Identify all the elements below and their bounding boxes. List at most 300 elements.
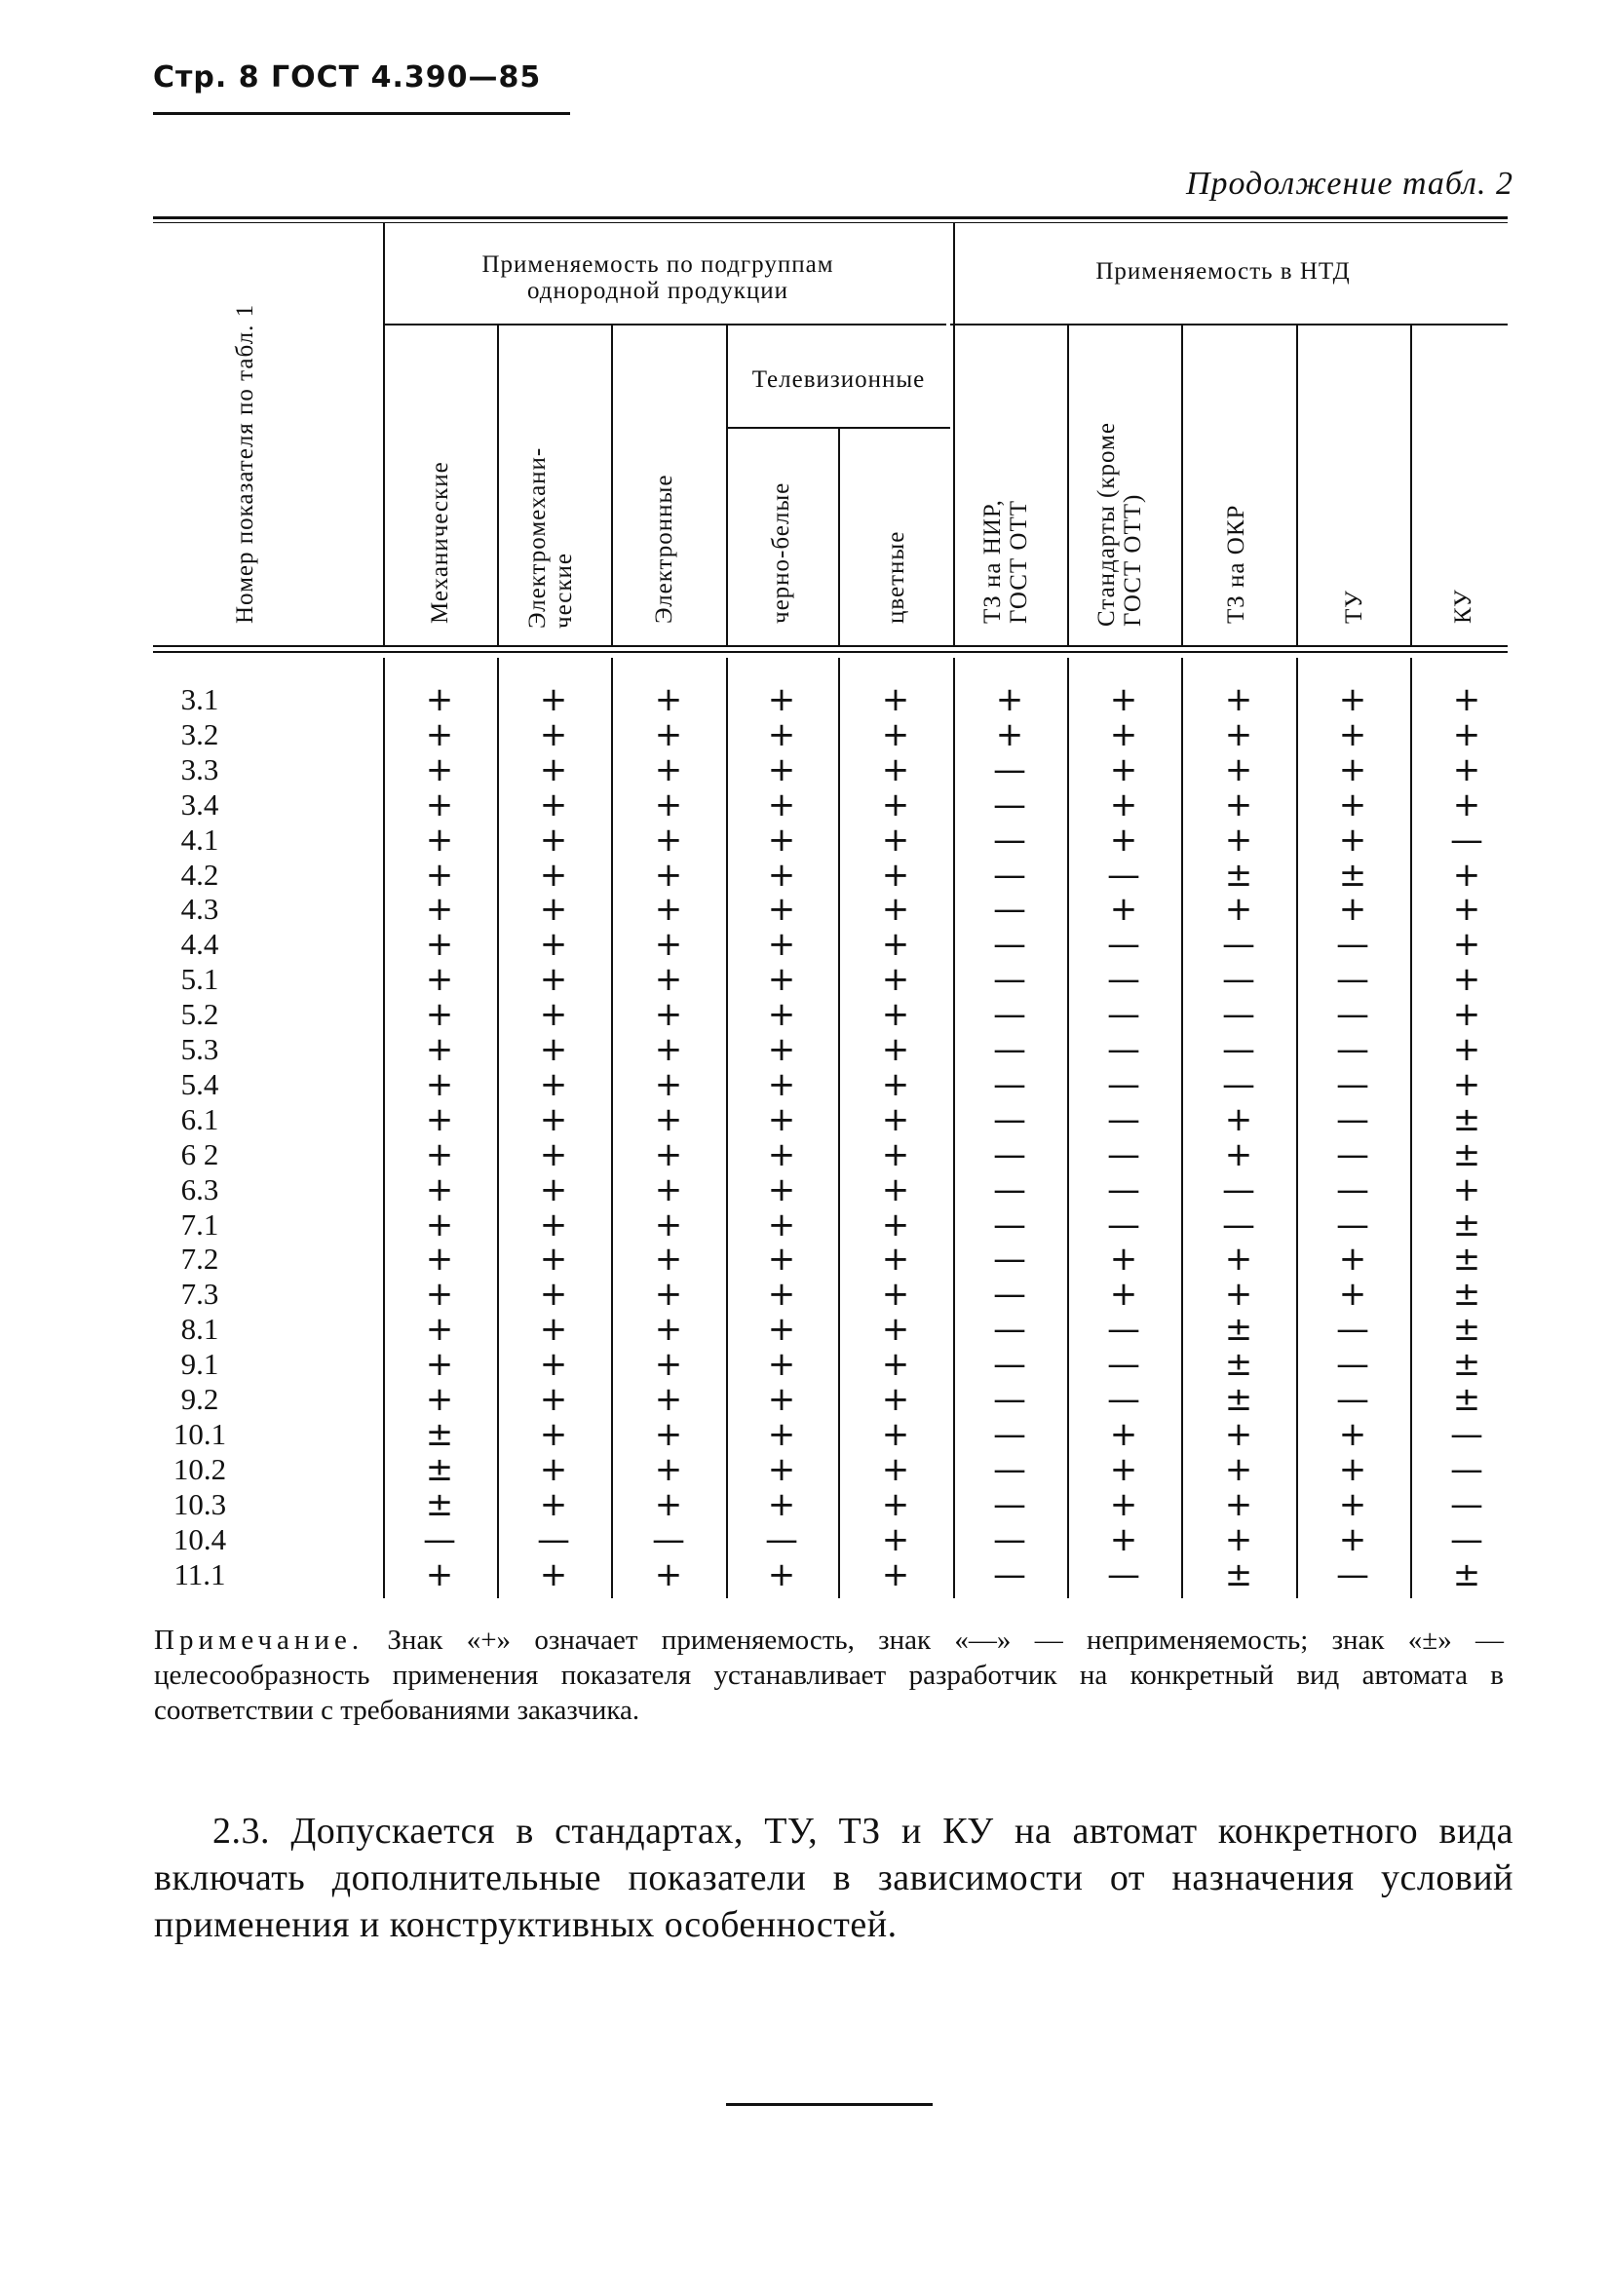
table-cell: + (1109, 1450, 1138, 1489)
table-cell: — (1336, 1310, 1369, 1349)
table-cell: + (425, 925, 454, 964)
table-cell: + (767, 1170, 796, 1209)
table-cell: + (767, 1450, 796, 1489)
table-cell: + (654, 1100, 683, 1139)
vline-b-1 (497, 658, 499, 1598)
row-number: 5.1 (180, 962, 219, 996)
row-number: 11.1 (173, 1557, 226, 1591)
table-cell: — (1107, 960, 1140, 999)
table-cell: + (425, 1170, 454, 1209)
table-cell: — (993, 1345, 1026, 1384)
table-cell: + (539, 1065, 568, 1104)
table-cell: + (539, 925, 568, 964)
table-cell: — (1222, 1065, 1255, 1104)
table-top-rule-2 (153, 222, 1508, 223)
table-cell: — (1222, 995, 1255, 1034)
table-cell: + (425, 680, 454, 719)
table-cell: + (1338, 1275, 1367, 1314)
table-cell: + (425, 890, 454, 929)
table-cell: + (767, 750, 796, 789)
table-cell: + (767, 890, 796, 929)
table-cell: — (993, 1170, 1026, 1209)
table-cell: — (1107, 1030, 1140, 1069)
table-cell: + (881, 1555, 910, 1594)
row-number: 5.2 (180, 997, 219, 1031)
table-cell: — (423, 1520, 456, 1559)
table-cell: + (654, 750, 683, 789)
col-header-electromechanical-l2: ческие (551, 552, 577, 629)
row-number: 10.4 (172, 1522, 227, 1556)
table-cell: — (1336, 1135, 1369, 1174)
row-number: 9.2 (180, 1382, 219, 1416)
table-cell: ± (1338, 856, 1367, 895)
col-header-standards-l1: Стандарты (кроме (1093, 422, 1120, 627)
table-cell: + (767, 1135, 796, 1174)
table-cell: + (881, 1275, 910, 1314)
table-cell: + (1224, 1485, 1253, 1524)
row-number: 8.1 (180, 1312, 219, 1346)
table-cell: — (1336, 960, 1369, 999)
table-cell: — (1107, 1100, 1140, 1139)
table-cell: + (1338, 680, 1367, 719)
table-cell: + (1224, 1520, 1253, 1559)
note-text: Знак «+» означает применяемость, знак «—» — неприменяемость; знак «±» — целесообразность применения показателя устанавливает разработчик на конкретный вид автомата в соответствии с требованиями заказчика. (154, 1625, 1504, 1726)
table-top-rule (153, 216, 1508, 219)
table-cell: + (767, 1345, 796, 1384)
table-cell: — (1107, 1170, 1140, 1209)
table-cell: — (993, 1240, 1026, 1279)
table-cell: + (767, 1240, 796, 1279)
table-cell: — (993, 995, 1026, 1034)
table-cell: ± (1452, 1205, 1481, 1244)
table-cell: — (1107, 925, 1140, 964)
table-cell: + (1224, 785, 1253, 824)
table-cell: — (993, 785, 1026, 824)
table-cell: + (539, 995, 568, 1034)
table-cell: + (425, 1030, 454, 1069)
table-cell: + (654, 856, 683, 895)
table-cell: + (881, 960, 910, 999)
table-cell: ± (1452, 1310, 1481, 1349)
table-cell: — (993, 750, 1026, 789)
table-cell: — (1107, 1380, 1140, 1419)
table-cell: + (654, 715, 683, 754)
vline-h-2 (611, 325, 613, 645)
row-number: 10.3 (172, 1487, 227, 1521)
table-cell: + (1109, 1415, 1138, 1454)
table-cell: — (993, 1205, 1026, 1244)
table-cell: + (767, 1205, 796, 1244)
table-cell: ± (1224, 1380, 1253, 1419)
table-cell: — (993, 856, 1026, 895)
col-header-tz-nir-l2: ГОСТ ОТТ (1006, 500, 1032, 624)
row-number: 5.4 (180, 1067, 219, 1101)
table-cell: + (1338, 1520, 1367, 1559)
table-cell: + (1224, 750, 1253, 789)
table-cell: + (654, 1345, 683, 1384)
group2-underline (950, 324, 1508, 325)
table-cell: — (1336, 1065, 1369, 1104)
table-cell: — (1336, 1030, 1369, 1069)
table-cell: + (1224, 821, 1253, 860)
table-cell: + (767, 785, 796, 824)
table-cell: + (881, 1065, 910, 1104)
table-cell: + (881, 1205, 910, 1244)
table-cell: ± (1452, 1240, 1481, 1279)
table-cell: ± (1224, 1555, 1253, 1594)
table-cell: + (995, 715, 1024, 754)
table-cell: + (654, 890, 683, 929)
table-cell: + (881, 925, 910, 964)
table-cell: + (881, 715, 910, 754)
table-cell: — (1107, 856, 1140, 895)
table-cell: + (539, 1415, 568, 1454)
row-number: 6.3 (180, 1172, 219, 1206)
table-cell: — (1450, 1415, 1483, 1454)
table-cell: + (539, 1450, 568, 1489)
table-cell: + (539, 715, 568, 754)
table-cell: + (1109, 1520, 1138, 1559)
table-cell: + (1109, 715, 1138, 754)
table-cell: — (993, 890, 1026, 929)
table-cell: + (1109, 785, 1138, 824)
table-cell: + (767, 1275, 796, 1314)
table-cell: + (1452, 890, 1481, 929)
table-cell: + (654, 1135, 683, 1174)
table-cell: — (993, 960, 1026, 999)
vline-h-8 (1296, 325, 1298, 645)
vline-h-4 (838, 429, 840, 645)
row-number: 4.1 (180, 823, 219, 857)
table-cell: — (1222, 1170, 1255, 1209)
row-number: 3.1 (180, 682, 219, 716)
table-cell: + (767, 1030, 796, 1069)
table-cell: + (654, 785, 683, 824)
table-cell: + (881, 1450, 910, 1489)
table-cell: + (881, 750, 910, 789)
table-cell: + (539, 1275, 568, 1314)
table-cell: + (1452, 1170, 1481, 1209)
row-number: 4.2 (180, 858, 219, 892)
table-cell: — (993, 925, 1026, 964)
table-cell: + (539, 680, 568, 719)
col-header-tu: ТУ (1341, 590, 1367, 624)
table-cell: + (1452, 856, 1481, 895)
table-cell: — (1107, 1205, 1140, 1244)
table-cell: + (881, 856, 910, 895)
table-cell: + (767, 1555, 796, 1594)
table-cell: + (1109, 890, 1138, 929)
table-cell: + (425, 1065, 454, 1104)
table-cell: + (539, 1345, 568, 1384)
table-cell: + (654, 1240, 683, 1279)
vline-b-5 (953, 658, 955, 1598)
table-cell: + (539, 821, 568, 860)
table-cell: — (1450, 1520, 1483, 1559)
group1-header: Применяемость по подгруппам однородной продукции (481, 251, 834, 304)
row-number: 3.4 (180, 787, 219, 822)
table-cell: + (767, 1310, 796, 1349)
row-number: 3.2 (180, 717, 219, 751)
table-cell: + (881, 1170, 910, 1209)
table-cell: + (881, 1135, 910, 1174)
table-cell: + (1452, 750, 1481, 789)
table-cell: + (1338, 821, 1367, 860)
table-cell: + (767, 1100, 796, 1139)
table-cell: ± (1452, 1345, 1481, 1384)
table-cell: + (425, 856, 454, 895)
row-number: 6 2 (180, 1137, 219, 1171)
table-cell: + (539, 750, 568, 789)
header-bottom-rule (153, 645, 1508, 647)
note-lead: Примечание. (154, 1625, 364, 1656)
table-cell: + (1338, 1485, 1367, 1524)
table-cell: — (1336, 1170, 1369, 1209)
table-cell: + (1338, 715, 1367, 754)
table-cell: — (1336, 1205, 1369, 1244)
table-cell: + (1109, 1240, 1138, 1279)
table-cell: + (539, 890, 568, 929)
col-header-color: цветные (883, 530, 909, 624)
table-cell: + (654, 1310, 683, 1349)
table-cell: + (425, 1135, 454, 1174)
table-cell: + (1338, 750, 1367, 789)
table-cell: + (654, 1380, 683, 1419)
table-cell: + (881, 680, 910, 719)
table-cell: + (539, 1240, 568, 1279)
table-cell: + (539, 1030, 568, 1069)
table-cell: + (654, 960, 683, 999)
table-cell: + (767, 1380, 796, 1419)
row-number: 7.2 (180, 1242, 219, 1276)
tv-header: Телевизионные (751, 366, 926, 393)
col-header-mechanical: Механические (427, 461, 453, 624)
table-cell: — (1107, 1135, 1140, 1174)
row-number: 7.3 (180, 1277, 219, 1311)
table-cell: + (654, 1065, 683, 1104)
table-cell: ± (1224, 856, 1253, 895)
vline-b-8 (1296, 658, 1298, 1598)
table-cell: + (425, 1310, 454, 1349)
table-cell: + (881, 1100, 910, 1139)
col-header-tz-okr: ТЗ на ОКР (1223, 504, 1249, 624)
vline-h-0 (383, 223, 385, 645)
table-cell: — (1336, 925, 1369, 964)
table-cell: ± (425, 1415, 454, 1454)
continuation-label: Продолжение табл. 2 (1185, 166, 1513, 202)
table-cell: — (993, 1520, 1026, 1559)
vline-b-0 (383, 658, 385, 1598)
table-cell: + (1224, 715, 1253, 754)
table-cell: + (1224, 1275, 1253, 1314)
table-cell: — (1336, 1345, 1369, 1384)
table-cell: ± (1452, 1135, 1481, 1174)
table-cell: — (1336, 995, 1369, 1034)
table-cell: + (767, 1485, 796, 1524)
table-cell: + (425, 715, 454, 754)
table-cell: — (993, 1380, 1026, 1419)
table-cell: + (654, 995, 683, 1034)
table-cell: — (765, 1520, 798, 1559)
table-cell: + (1338, 1415, 1367, 1454)
table-cell: + (1338, 1240, 1367, 1279)
table-cell: + (881, 821, 910, 860)
group2-header: Применяемость в НТД (1095, 258, 1351, 285)
vline-b-9 (1410, 658, 1412, 1598)
table-cell: — (1107, 1555, 1140, 1594)
table-cell: — (993, 1415, 1026, 1454)
table-cell: + (539, 1205, 568, 1244)
table-cell: + (1224, 1450, 1253, 1489)
table-cell: ± (1452, 1380, 1481, 1419)
table-cell: — (993, 1485, 1026, 1524)
col-header-standards-l2: ГОСТ ОТТ) (1120, 493, 1146, 627)
table-cell: + (425, 1345, 454, 1384)
table-cell: — (1450, 1450, 1483, 1489)
row-number: 5.3 (180, 1032, 219, 1066)
table-cell: — (1450, 1485, 1483, 1524)
table-cell: + (881, 1520, 910, 1559)
paragraph-2-3 (154, 1808, 1513, 1948)
table-cell: ± (1224, 1310, 1253, 1349)
table-cell: ± (1452, 1275, 1481, 1314)
table-cell: + (654, 925, 683, 964)
table-cell: + (1452, 995, 1481, 1034)
table-cell: + (1452, 1030, 1481, 1069)
table-cell: + (767, 715, 796, 754)
table-cell: + (1109, 1485, 1138, 1524)
table-cell: — (1222, 1030, 1255, 1069)
table-cell: + (654, 1205, 683, 1244)
table-cell: + (881, 1345, 910, 1384)
vline-b-4 (838, 658, 840, 1598)
table-cell: + (1224, 1100, 1253, 1139)
table-cell: + (881, 1380, 910, 1419)
table-cell: — (1107, 1310, 1140, 1349)
col-header-electromechanical (524, 395, 577, 629)
table-cell: + (881, 1485, 910, 1524)
table-cell: + (539, 856, 568, 895)
table-cell: + (1338, 785, 1367, 824)
table-cell: — (1222, 925, 1255, 964)
vline-h-5 (953, 223, 955, 645)
table-cell: + (425, 750, 454, 789)
table-cell: — (1336, 1555, 1369, 1594)
table-cell: + (654, 1170, 683, 1209)
row-number: 7.1 (180, 1207, 219, 1242)
vline-b-6 (1067, 658, 1069, 1598)
table-cell: — (993, 1065, 1026, 1104)
table-cell: + (425, 960, 454, 999)
table-cell: + (425, 1275, 454, 1314)
table-cell: + (539, 1485, 568, 1524)
page-header: Стр. 8 ГОСТ 4.390—85 (153, 60, 542, 95)
table-cell: + (1452, 1065, 1481, 1104)
table-cell: + (539, 1135, 568, 1174)
table-cell: + (425, 1240, 454, 1279)
row-number: 9.1 (180, 1347, 219, 1381)
table-cell: + (425, 821, 454, 860)
table-cell: + (1452, 960, 1481, 999)
table-cell: + (654, 1030, 683, 1069)
table-cell: — (1222, 960, 1255, 999)
row-number: 10.1 (172, 1417, 227, 1451)
table-cell: + (995, 680, 1024, 719)
table-cell: + (1224, 1135, 1253, 1174)
vline-b-2 (611, 658, 613, 1598)
table-cell: + (1224, 890, 1253, 929)
row-number: 6.1 (180, 1102, 219, 1136)
table-cell: + (539, 1380, 568, 1419)
table-cell: + (881, 785, 910, 824)
table-cell: + (1109, 1275, 1138, 1314)
table-cell: + (767, 821, 796, 860)
col-header-electronic: Электронные (651, 474, 677, 624)
table-cell: — (993, 1135, 1026, 1174)
table-cell: + (1224, 680, 1253, 719)
col-header-tz-nir (979, 448, 1032, 624)
table-cell: + (425, 1380, 454, 1419)
table-cell: + (881, 1415, 910, 1454)
row-number: 10.2 (172, 1452, 227, 1486)
table-cell: + (1224, 1240, 1253, 1279)
table-cell: — (1107, 1345, 1140, 1384)
table-cell: + (1452, 925, 1481, 964)
table-cell: ± (1224, 1345, 1253, 1384)
table-cell: — (1450, 821, 1483, 860)
table-cell: — (993, 1100, 1026, 1139)
header-rule (153, 112, 570, 115)
table-cell: + (654, 1275, 683, 1314)
header-bottom-rule-2 (153, 651, 1508, 653)
table-cell: + (539, 1170, 568, 1209)
table-cell: + (654, 1450, 683, 1489)
table-cell: + (767, 960, 796, 999)
table-cell: + (425, 1205, 454, 1244)
table-cell: + (1338, 1450, 1367, 1489)
table-cell: — (1222, 1205, 1255, 1244)
table-cell: — (537, 1520, 570, 1559)
table-cell: + (539, 785, 568, 824)
col-header-electromechanical-l1: Электромехани- (524, 446, 551, 629)
col-header-ku: КУ (1450, 589, 1476, 624)
table-cell: + (767, 680, 796, 719)
table-cell: + (539, 1310, 568, 1349)
table-cell: + (767, 995, 796, 1034)
col-header-bw: черно-белые (768, 481, 794, 624)
table-cell: ± (1452, 1555, 1481, 1594)
table-note (154, 1623, 1504, 1728)
table-cell: — (652, 1520, 685, 1559)
table-cell: + (881, 890, 910, 929)
row-number: 4.4 (180, 927, 219, 961)
vline-h-9 (1410, 325, 1412, 645)
table-cell: — (993, 1450, 1026, 1489)
vline-h-7 (1181, 325, 1183, 645)
row-header: Номер показателя по табл. 1 (232, 303, 258, 624)
table-cell: — (1107, 1065, 1140, 1104)
vline-b-3 (726, 658, 728, 1598)
table-cell: + (425, 1555, 454, 1594)
table-cell: + (539, 960, 568, 999)
table-cell: — (993, 1310, 1026, 1349)
table-cell: + (767, 1065, 796, 1104)
table-cell: + (425, 1100, 454, 1139)
row-number: 3.3 (180, 752, 219, 786)
table-cell: + (1452, 785, 1481, 824)
table-cell: + (1452, 715, 1481, 754)
table-cell: + (1109, 750, 1138, 789)
